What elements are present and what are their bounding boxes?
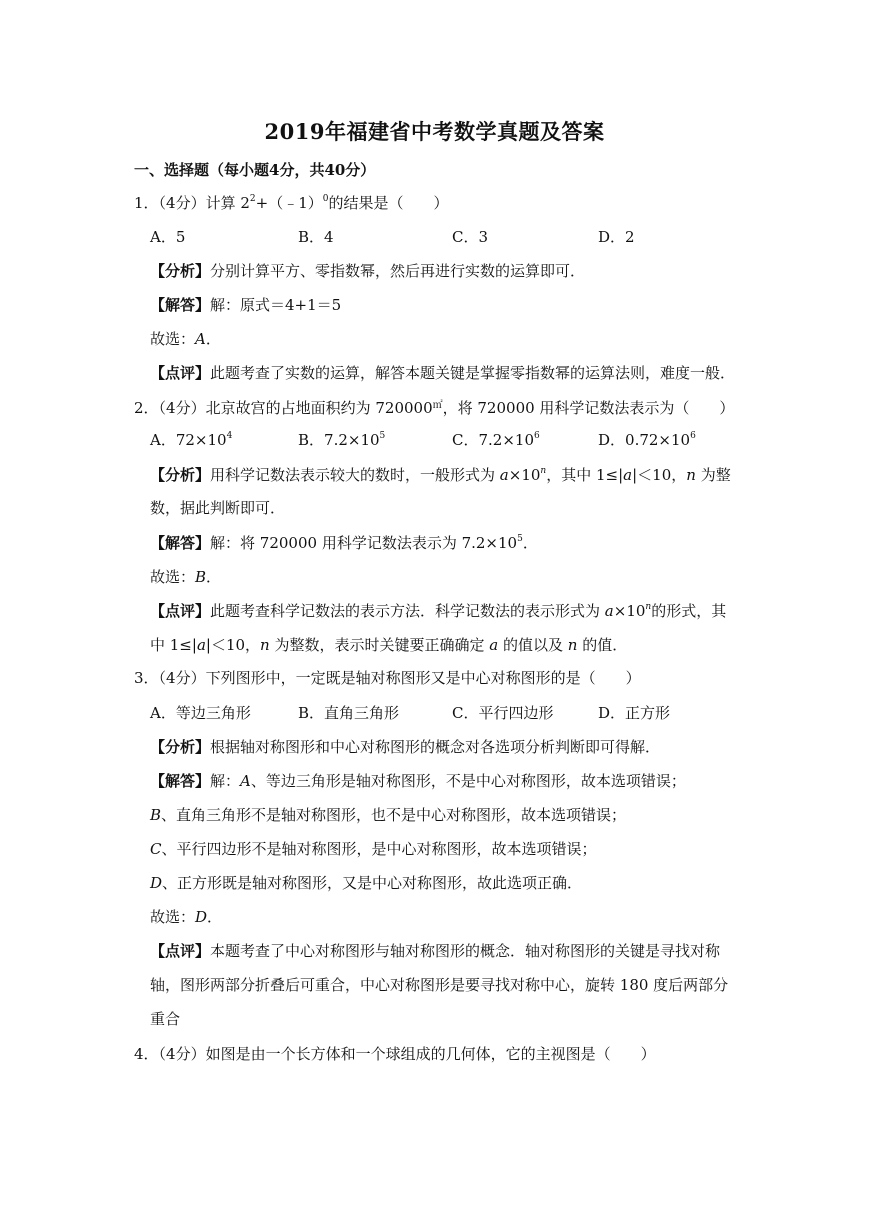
q2-option-c-exp: 6: [534, 431, 540, 441]
q2-analysis: [150, 465, 731, 485]
q2-option-c-base: C．7.2×10: [452, 431, 534, 449]
page-title: 2019年福建省中考数学真题及答案: [264, 119, 605, 144]
q1-stem-text: 1．（4分）计算 2: [134, 194, 250, 212]
q2-var-a-2: a: [623, 466, 633, 484]
q3-option-d: D．正方形: [598, 704, 671, 722]
comment-tag: 【点评】: [150, 364, 211, 382]
q2-option-d-base: D．0.72×10: [598, 431, 691, 449]
q3-choice-label: 故选：: [150, 908, 196, 926]
q3-answer-var-a: A: [240, 772, 251, 790]
q2-comment-line-2: [150, 635, 627, 655]
q2-comment-var-n-2: n: [567, 636, 578, 654]
q3-analysis: [150, 737, 660, 757]
q3-option-a: A．等边三角形: [150, 704, 251, 722]
q1-option-c: C．3: [452, 228, 489, 246]
q2-option-a: [150, 430, 232, 450]
q3-var-b: B: [150, 806, 162, 824]
q2-option-b-exp: 5: [379, 431, 386, 441]
q2-answer: [150, 533, 538, 553]
q2-stem-text: 2．（4分）北京故宫的占地面积约为 720000: [134, 399, 433, 417]
q1-comment: [150, 363, 735, 383]
q2-comment-text-6: 为整数，表示时关键要正确确定: [269, 636, 490, 654]
q3-option-c: C．平行四边形: [452, 704, 554, 722]
q2-stem-text-2: ，将 720000 用科学记数法表示为（ ）: [442, 399, 735, 417]
q1-answer: [150, 295, 341, 315]
q3-comment: [150, 941, 720, 961]
answer-tag: 【解答】: [150, 772, 211, 790]
q2-answer-end: ．: [522, 534, 538, 552]
comment-tag: 【点评】: [150, 942, 211, 960]
q3-line-d-text: 、正方形既是轴对称图形，又是中心对称图形，故此选项正确．: [162, 874, 583, 892]
q1-analysis: [150, 261, 585, 281]
q2-analysis-text: 用科学记数法表示较大的数时，一般形式为: [210, 466, 500, 484]
q3-var-c: C: [150, 840, 162, 858]
q2-exp-n: n: [540, 466, 547, 476]
q2-comment: [150, 601, 726, 621]
q3-choice-end: ．: [207, 908, 223, 926]
q2-analysis-text-2: ×10: [508, 466, 541, 484]
q1-analysis-text: 分别计算平方、零指数幂，然后再进行实数的运算即可．: [210, 262, 586, 280]
q2-analysis-text-4: |＜10，: [632, 466, 687, 484]
q2-comment-text-8: 的值．: [577, 636, 628, 654]
q2-analysis-line-2: 数，据此判断即可．: [150, 499, 286, 517]
analysis-tag: 【分析】: [150, 466, 211, 484]
q2-answer-text: 解：将 720000 用科学记数法表示为 7.2×10: [210, 534, 518, 552]
q1-choice-end: ．: [205, 330, 221, 348]
q2-comment-text-3: 的形式，其: [651, 602, 727, 620]
q2-analysis-text-5: 为整: [695, 466, 731, 484]
q3-answer-label: 解：: [210, 772, 241, 790]
q2-comment-text-4: 中 1≤|: [150, 636, 197, 654]
q3-answer-text: 、等边三角形是轴对称图形，不是中心对称图形，故本选项错误；: [250, 772, 686, 790]
analysis-tag: 【分析】: [150, 262, 211, 280]
q1-comment-text: 此题考查了实数的运算，解答本题关键是掌握零指数幂的运算法则，难度一般．: [210, 364, 736, 382]
q2-stem: [134, 396, 734, 418]
q2-option-d-exp: 6: [690, 431, 696, 441]
q2-comment-var-a-3: a: [489, 636, 499, 654]
q2-analysis-text-3: ，其中 1≤|: [546, 466, 624, 484]
q2-choice-value: B: [195, 568, 207, 586]
q3-answer-line-c: [150, 839, 597, 859]
q3-comment-line-3: 重合: [150, 1010, 181, 1028]
q1-exponent-2: 2: [249, 194, 256, 204]
q3-answer-line-d: [150, 873, 582, 893]
q1-choice-label: 故选：: [150, 330, 196, 348]
q2-option-b-base: B．7.2×10: [298, 431, 380, 449]
q2-comment-var-a-2: a: [196, 636, 206, 654]
q3-line-c-text: 、平行四边形不是轴对称图形，是中心对称图形，故本选项错误；: [161, 840, 597, 858]
answer-tag: 【解答】: [150, 534, 211, 552]
q1-choice: [150, 329, 221, 349]
q1-option-a: A．5: [150, 228, 186, 246]
q1-option-b: B．4: [298, 228, 334, 246]
q1-choice-value: A: [195, 330, 206, 348]
q3-answer: [150, 771, 686, 791]
q2-comment-exp-n: n: [645, 602, 652, 612]
q2-choice-label: 故选：: [150, 568, 196, 586]
answer-tag: 【解答】: [150, 296, 211, 314]
q2-comment-var-a: a: [604, 602, 614, 620]
q2-option-b: [298, 430, 385, 450]
q3-choice: [150, 907, 222, 927]
q3-option-b: B．直角三角形: [298, 704, 400, 722]
q1-stem-text-2: +（﹣1）: [255, 194, 323, 212]
section-heading: 一、选择题（每小题4分，共40分）: [134, 161, 376, 179]
q2-comment-var-n: n: [260, 636, 270, 654]
q3-choice-value: D: [195, 908, 208, 926]
q1-answer-text: 解：原式＝4+1＝5: [210, 296, 342, 314]
q2-option-a-exp: 4: [226, 431, 233, 441]
q2-area-unit: ㎡: [432, 400, 443, 411]
q2-comment-text: 此题考查科学记数法的表示方法．科学记数法的表示形式为: [210, 602, 605, 620]
q3-answer-line-b: [150, 805, 626, 825]
q2-choice-end: ．: [206, 568, 222, 586]
comment-tag: 【点评】: [150, 602, 211, 620]
q2-comment-text-2: ×10: [613, 602, 646, 620]
q1-exponent-0: 0: [322, 194, 329, 204]
q3-var-d: D: [150, 874, 163, 892]
q3-line-b-text: 、直角三角形不是轴对称图形，也不是中心对称图形，故本选项错误；: [161, 806, 627, 824]
q2-comment-text-5: |＜10，: [205, 636, 261, 654]
q3-analysis-text: 根据轴对称图形和中心对称图形的概念对各选项分析判断即可得解．: [210, 738, 661, 756]
q2-var-n: n: [686, 466, 696, 484]
q2-answer-exp: 5: [517, 534, 523, 544]
q2-option-c: [452, 430, 540, 450]
q3-comment-line-2: 轴，图形两部分折叠后可重合，中心对称图形是要寻找对称中心，旋转 180 度后两部分: [150, 976, 729, 994]
q3-stem: 3．（4分）下列图形中，一定既是轴对称图形又是中心对称图形的是（ ）: [134, 669, 641, 687]
q1-stem-text-3: 的结果是（ ）: [328, 194, 449, 212]
q3-comment-text: 本题考查了中心对称图形与轴对称图形的概念．轴对称图形的关键是寻找对称: [210, 942, 721, 960]
q2-var-a: a: [499, 466, 509, 484]
analysis-tag: 【分析】: [150, 738, 211, 756]
q1-stem: [134, 193, 449, 213]
q2-option-a-base: A．72×10: [150, 431, 227, 449]
q2-choice: [150, 567, 221, 587]
q2-comment-text-7: 的值以及: [498, 636, 568, 654]
q2-option-d: [598, 430, 696, 450]
q4-stem: 4．（4分）如图是由一个长方体和一个球组成的几何体，它的主视图是（ ）: [134, 1045, 656, 1063]
q1-option-d: D．2: [598, 228, 635, 246]
